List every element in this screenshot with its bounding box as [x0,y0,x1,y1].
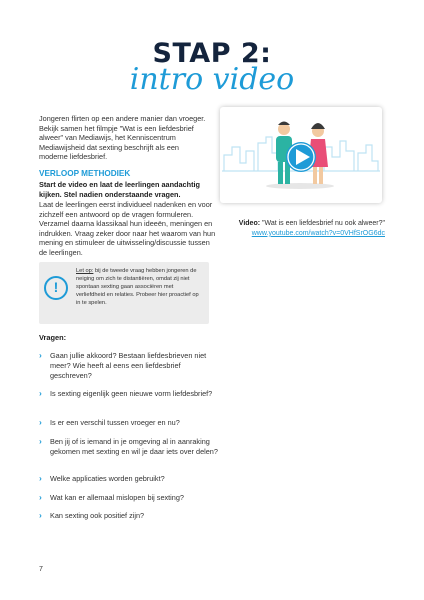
intro-paragraph: Jongeren flirten op een andere manier dan vroeger. Bekijk samen het filmpje "Wat is een liefdesbrief alweer" van Mediawijs, het Kenniscentrum Mediawijsheid dat sexting beschrijft als een moderne liefdesbrief. [39,114,206,162]
video-link[interactable]: www.youtube.com/watch?v=0VHfSrOG6dc [251,229,385,237]
play-button-icon [286,142,316,172]
note-box [39,262,209,324]
page-number: 7 [39,566,43,573]
chevron-right-icon: › [39,388,42,398]
question-text: Ben jij of is iemand in je omgeving al in aanraking gekomen met sexting en wil je daar iets over delen? [50,437,218,456]
questions-heading: Vragen: [39,333,67,342]
chevron-right-icon: › [39,417,42,427]
question-text: Kan sexting ook positief zijn? [50,511,145,520]
question-text: Is sexting eigenlijk geen nieuwe vorm liefdesbrief? [50,389,213,398]
method-body: Laat de leerlingen eerst individueel nadenken en voor zichzelf een antwoord op de vragen formuleren. Verzamel daarna klassikaal hun ideeën, meningen en indrukken. Vraag zeker door naar het waarom van hun mening en stimuleer de uitwisseling/discussie tussen de leerlingen. [39,200,216,257]
note-body: bij de tweede vraag hebben jongeren de neiging om zich te distantiëren, omdat zij niet spontaan sexting gaan associëren met verliefdheid en relaties. Probeer hier proactief op in te spelen. [76,268,199,306]
list-item [39,389,219,399]
list-item [39,418,219,428]
video-thumbnail[interactable] [220,107,382,203]
method-heading: VERLOOP METHODIEK [39,169,131,178]
list-item [39,351,219,380]
chevron-right-icon: › [39,473,42,483]
video-title-line [220,219,385,229]
method-lead: Start de video en laat de leerlingen aandachtig kijken. Stel nadien onderstaande vragen. [39,180,200,199]
video-caption [220,219,385,239]
list-item [39,493,219,503]
video-label: Video: [238,220,261,227]
page-title-sub: intro video [129,62,295,97]
list-item [39,474,219,484]
question-text: Wat kan er allemaal mislopen bij sexting? [50,493,184,502]
question-text: Welke applicaties worden gebruikt? [50,474,165,483]
question-text: Is er een verschil tussen vroeger en nu? [50,418,180,427]
chevron-right-icon: › [39,436,42,446]
chevron-right-icon: › [39,492,42,502]
list-item [39,437,219,457]
exclamation-icon: ! [44,276,68,300]
video-illustration [220,107,382,203]
note-label: Let op: [76,268,94,274]
question-text: Gaan jullie akkoord? Bestaan liefdesbrieven niet meer? Wie heeft al eens een liefdesbrief geschreven? [50,351,207,380]
page-title-main: STAP 2: [152,38,272,69]
chevron-right-icon: › [39,510,42,520]
chevron-right-icon: › [39,350,42,360]
note-text [76,267,204,307]
video-title: "Wat is een liefdesbrief nu ook alweer?" [260,220,385,227]
list-item [39,511,219,521]
